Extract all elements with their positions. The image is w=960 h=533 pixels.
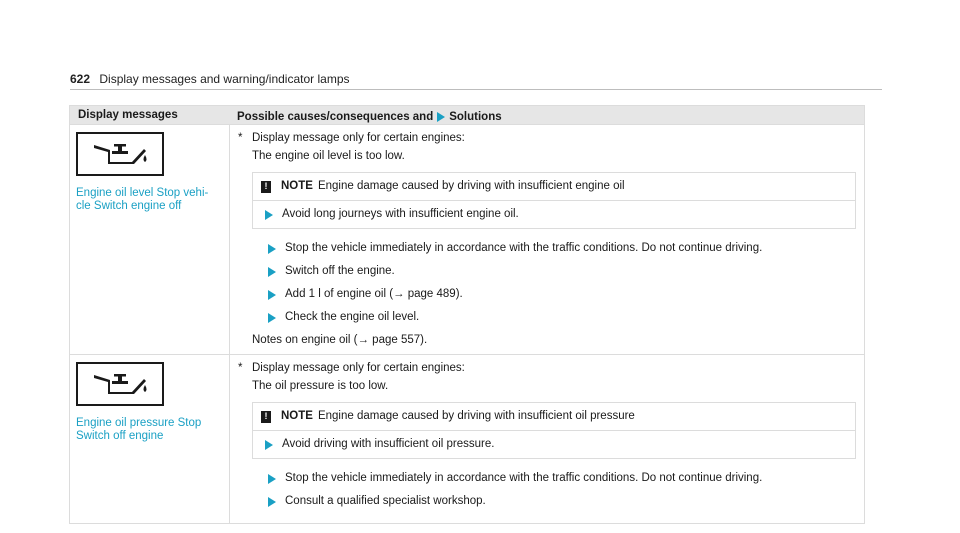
oil-can-pressure-icon [76,362,164,406]
action-arrow-icon [268,474,276,484]
action-arrow-icon [268,290,276,300]
table-row [70,354,864,523]
solution-steps [238,471,856,509]
solution-step [268,287,856,302]
display-message-label [76,417,229,443]
solution-steps [238,241,856,325]
solution-arrow-icon [437,112,445,122]
action-arrow-icon [265,440,273,450]
solution-step [268,241,856,256]
action-arrow-icon [268,497,276,507]
solution-step [268,494,856,509]
note-box [252,172,856,229]
action-arrow-icon [268,244,276,254]
display-message-label-line1: Engine oil level Stop vehi- [76,187,209,199]
solution-step [268,264,856,279]
note-text: Engine damage caused by driving with insufficient oil pressure [317,410,635,422]
table-header [70,106,864,124]
solution-step-text: Stop the vehicle immediately in accordance with the traffic conditions. Do not continue driving. [285,472,763,484]
solution-step-text: Check the engine oil level. [285,311,420,323]
table-row [70,124,864,354]
note-box [252,402,856,459]
page-number: 622 [70,72,91,86]
oil-can-level-icon [76,132,164,176]
engine-note [238,131,856,146]
display-message-label-line1: Engine oil pressure Stop [76,417,202,429]
display-message-cell [70,125,230,354]
display-message-label-line2: cle Switch engine off [76,200,182,212]
cause-text: The engine oil level is too low. [252,150,405,162]
solution-step-text: Consult a qualified specialist workshop. [285,495,486,507]
action-arrow-icon [268,267,276,277]
asterisk-marker: * [238,132,243,144]
causes-solutions-cell [230,355,864,523]
action-arrow-icon [265,210,273,220]
column-header-solutions: Solutions [449,110,502,123]
engine-note [238,361,856,376]
note-title: NOTE [281,410,313,422]
page-section-title: Display messages and warning/indicator lamps [99,72,350,86]
solution-step [268,310,856,325]
solution-step-link[interactable]: Add 1 l of engine oil (→ page 489). [285,288,463,300]
display-message-cell [70,355,230,523]
cause-text: The oil pressure is too low. [252,380,389,392]
note-action [253,430,855,458]
action-arrow-icon [268,313,276,323]
note-action-text: Avoid long journeys with insufficient engine oil. [282,208,519,220]
note-action-text: Avoid driving with insufficient oil pressure. [282,438,495,450]
display-messages-table [69,105,865,524]
page-header [70,72,350,86]
engine-note-text: Display message only for certain engines: [252,362,465,374]
solution-step [268,471,856,486]
solution-step-text: Switch off the engine. [285,265,395,277]
note-title: NOTE [281,180,313,192]
warning-exclamation-icon: ! [261,411,271,423]
note-heading [253,403,855,430]
engine-oil-notes-link[interactable]: Notes on engine oil (→ page 557). [252,334,428,346]
column-header-display-messages: Display messages [78,109,178,121]
header-divider [70,89,882,90]
note-action [253,200,855,228]
column-header-causes: Possible causes/consequences and [237,110,434,123]
note-heading [253,173,855,200]
column-header-causes-solutions [230,106,864,124]
note-text: Engine damage caused by driving with insufficient engine oil [317,180,625,192]
warning-exclamation-icon: ! [261,181,271,193]
solution-step-text: Stop the vehicle immediately in accordance with the traffic conditions. Do not continue driving. [285,242,763,254]
causes-solutions-cell [230,125,864,354]
display-message-label-line2: Switch off engine [76,430,164,442]
display-message-label [76,187,229,213]
asterisk-marker: * [238,362,243,374]
engine-note-text: Display message only for certain engines: [252,132,465,144]
